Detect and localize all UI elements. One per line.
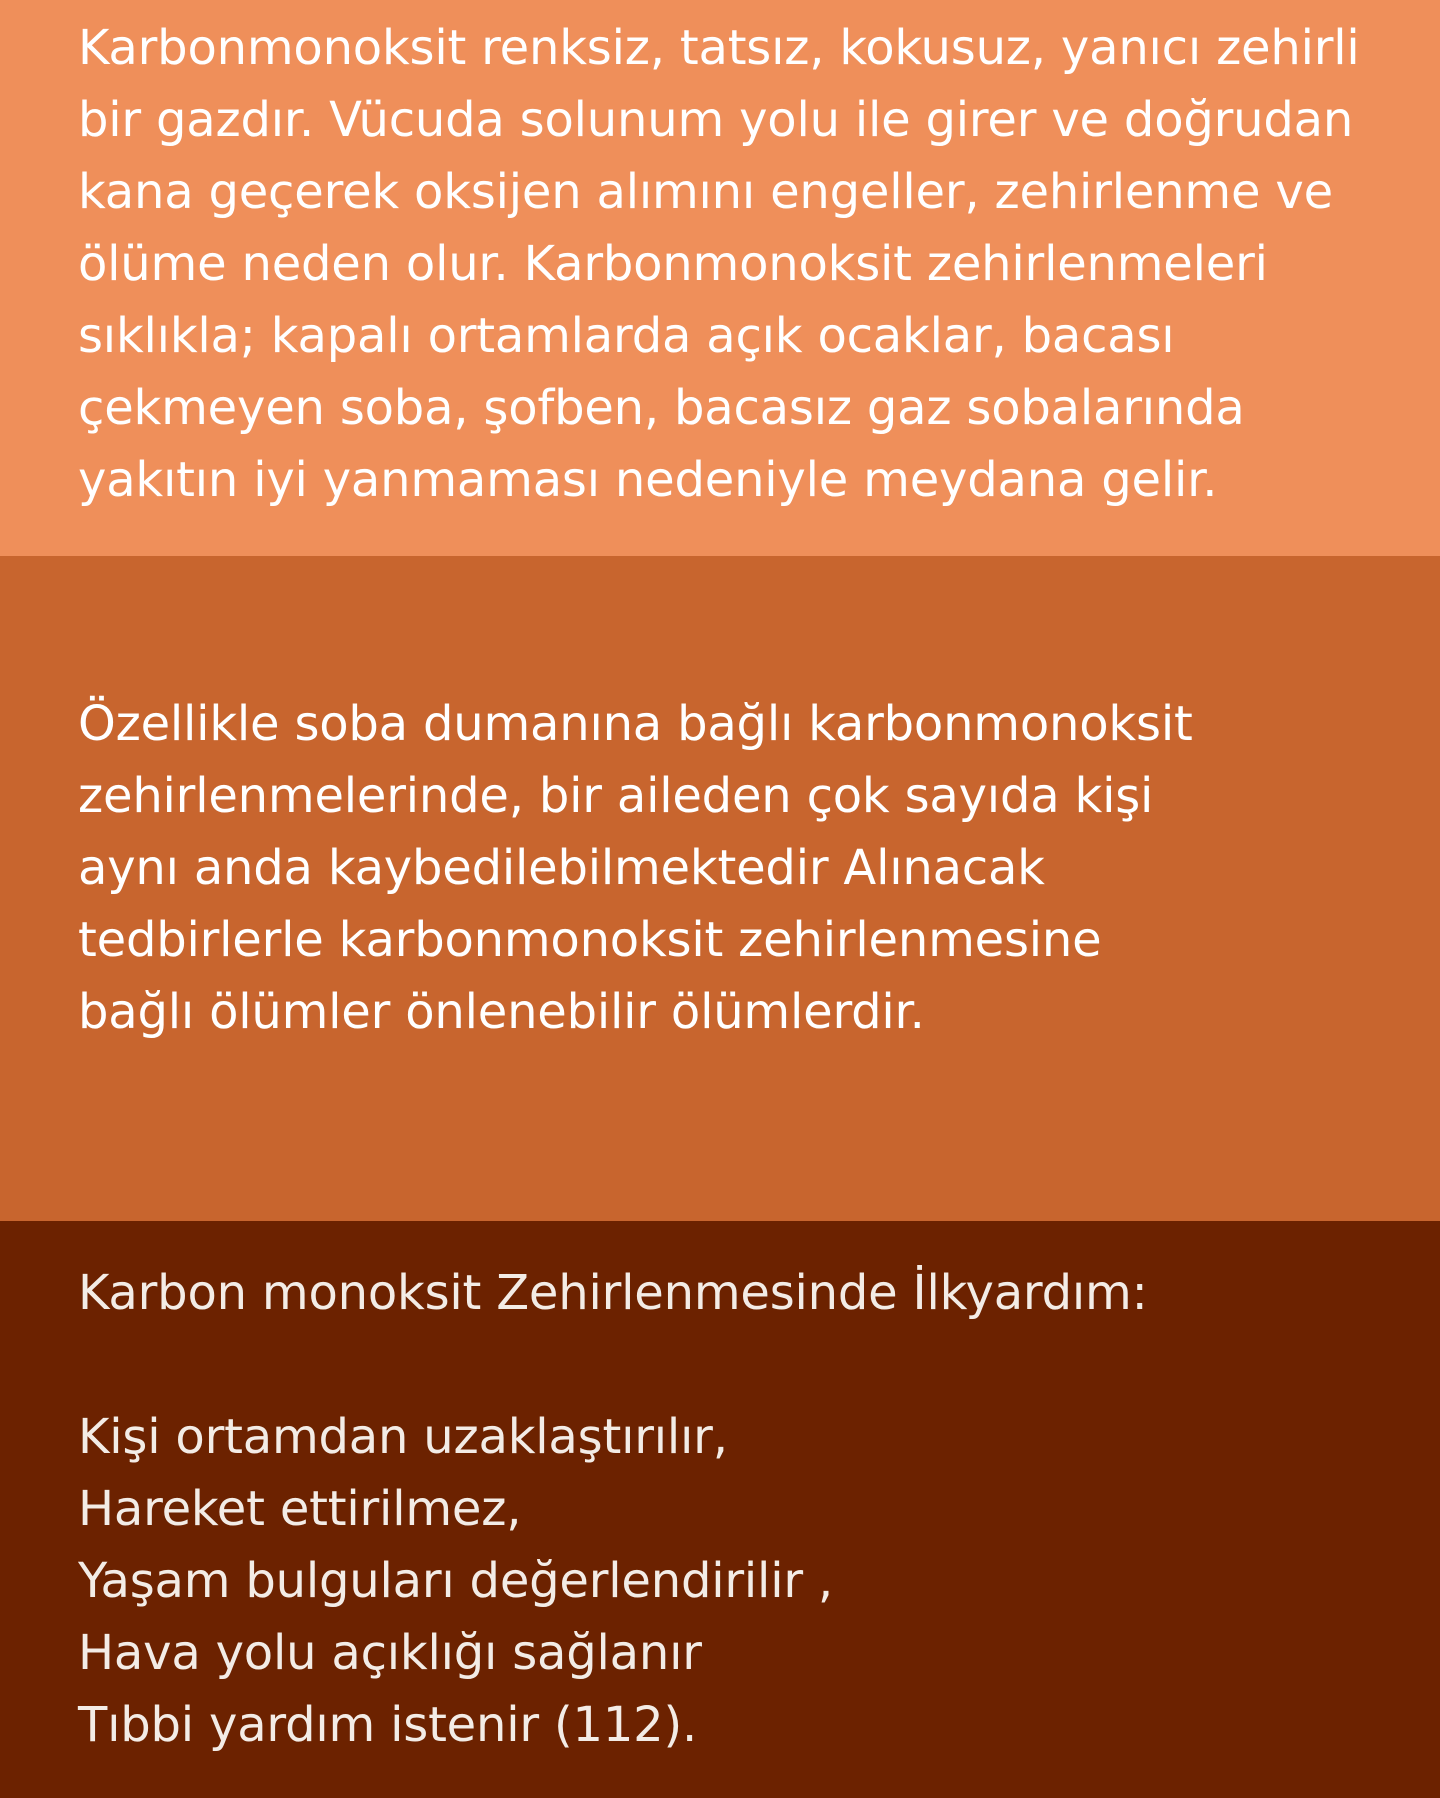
first-aid-section xyxy=(0,1221,1440,1798)
intro-line: çekmeyen soba, şofben, bacasız gaz sobalarında xyxy=(78,380,1245,436)
intro-line: kana geçerek oksijen alımını engeller, zehirlenme ve xyxy=(78,164,1333,220)
first-aid-step: Yaşam bulguları değerlendirilir , xyxy=(78,1553,833,1609)
warning-line: zehirlenmelerinde, bir aileden çok sayıda kişi xyxy=(78,768,1154,824)
intro-line: bir gazdır. Vücuda solunum yolu ile girer ve doğrudan xyxy=(78,92,1354,148)
warning-line: Özellikle soba dumanına bağlı karbonmonoksit xyxy=(78,696,1193,752)
first-aid-step: Hareket ettirilmez, xyxy=(78,1481,522,1537)
intro-line: Karbonmonoksit renksiz, tatsız, kokusuz, yanıcı zehirli xyxy=(78,20,1360,76)
first-aid-step: Hava yolu açıklığı sağlanır xyxy=(78,1625,702,1681)
intro-section xyxy=(0,0,1440,556)
warning-text xyxy=(78,688,1193,1048)
intro-line: sıklıkla; kapalı ortamlarda açık ocaklar, bacası xyxy=(78,308,1175,364)
warning-line: aynı anda kaybedilebilmektedir Alınacak xyxy=(78,840,1045,896)
first-aid-step: Kişi ortamdan uzaklaştırılır, xyxy=(78,1409,728,1465)
intro-line: ölüme neden olur. Karbonmonoksit zehirlenmeleri xyxy=(78,236,1268,292)
warning-line: bağlı ölümler önlenebilir ölümlerdir. xyxy=(78,984,925,1040)
blank-line xyxy=(78,1329,1148,1401)
first-aid-step: Tıbbi yardım istenir (112). xyxy=(78,1697,698,1753)
intro-line: yakıtın iyi yanmaması nedeniyle meydana gelir. xyxy=(78,452,1218,508)
warning-line: tedbirlerle karbonmonoksit zehirlenmesine xyxy=(78,912,1102,968)
warning-section xyxy=(0,556,1440,1221)
first-aid-text xyxy=(78,1257,1148,1761)
first-aid-heading: Karbon monoksit Zehirlenmesinde İlkyardım: xyxy=(78,1265,1148,1321)
